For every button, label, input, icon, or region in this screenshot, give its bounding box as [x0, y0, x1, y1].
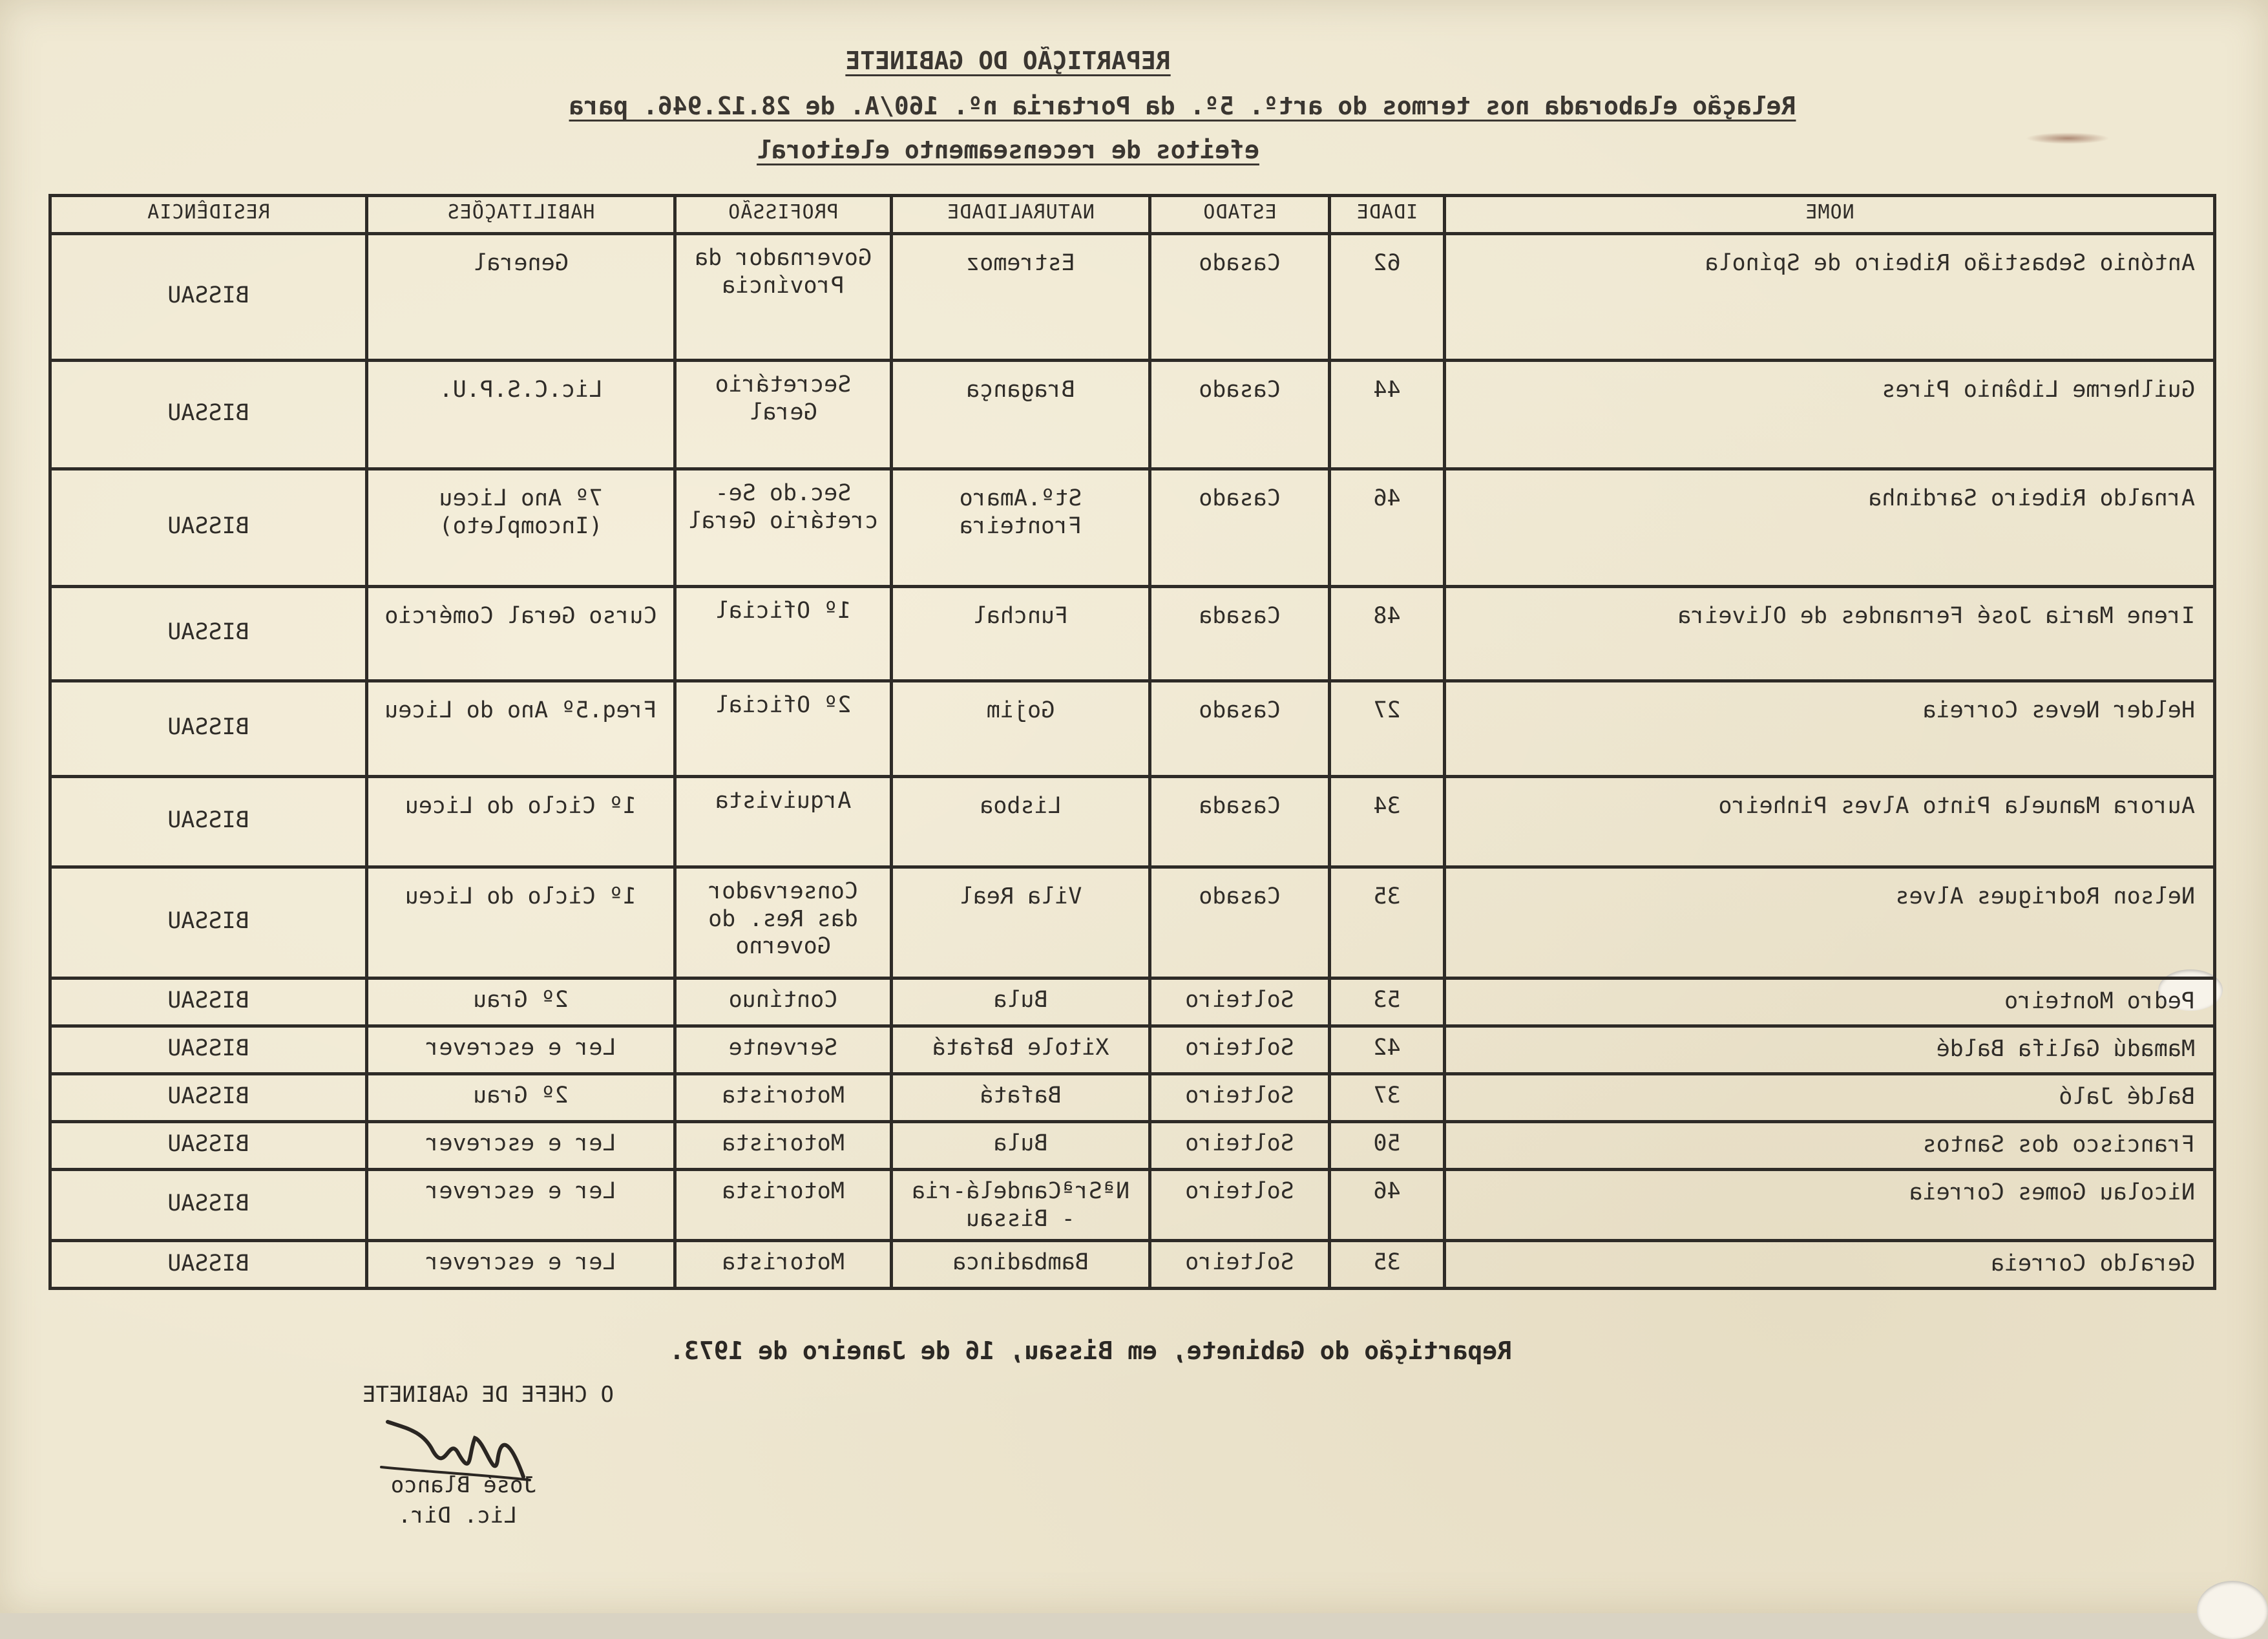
cell-naturalidade: NªSrªCandelá-ria - Bissau — [892, 1170, 1150, 1241]
cell-residencia: BISSAU — [50, 681, 367, 777]
table-row — [50, 1122, 2215, 1170]
cell-naturalidade: Bula — [892, 978, 1150, 1026]
table-row — [50, 777, 2215, 867]
cell-habilitacoes: Ler e escrever — [367, 1122, 675, 1170]
cell-nome: Aurora Manuela Pinto Alves Pinheiro — [1445, 777, 2215, 867]
cell-profissao: Secretário Geral — [675, 361, 892, 469]
cell-habilitacoes: Lic.C.S.P.U. — [367, 361, 675, 469]
col-header-naturalidade: NATURALIDADE — [892, 196, 1150, 234]
cell-residencia: BISSAU — [50, 978, 367, 1026]
cell-idade: 35 — [1330, 1241, 1445, 1289]
cell-habilitacoes: General — [367, 234, 675, 361]
cell-profissao: Contínuo — [675, 978, 892, 1026]
cell-habilitacoes: 1º Ciclo do Liceu — [367, 777, 675, 867]
cell-idade: 50 — [1330, 1122, 1445, 1170]
cell-nome: Francisco dos Santos — [1445, 1122, 2215, 1170]
cell-profissao: Conservador das Res. do Governo — [675, 867, 892, 978]
table-row — [50, 867, 2215, 978]
cell-nome: Pedro Monteiro — [1445, 978, 2215, 1026]
cell-estado: Solteiro — [1150, 978, 1330, 1026]
cell-naturalidade: Bafatá — [892, 1074, 1150, 1122]
cell-habilitacoes: 1º Ciclo do Liceu — [367, 867, 675, 978]
table-row — [50, 1026, 2215, 1074]
cell-residencia: BISSAU — [50, 469, 367, 587]
signer-name: José Blanco — [390, 1472, 536, 1498]
cell-profissao: Sec.do Se-cretário Geral — [675, 469, 892, 587]
cell-habilitacoes: 2º Grau — [367, 978, 675, 1026]
col-header-idade: IDADE — [1330, 196, 1445, 234]
cell-profissao: Motorista — [675, 1170, 892, 1241]
cell-naturalidade: Bula — [892, 1122, 1150, 1170]
cell-estado: Casada — [1150, 587, 1330, 681]
cell-nome: Geraldo Correia — [1445, 1241, 2215, 1289]
cell-naturalidade: Vila Real — [892, 867, 1150, 978]
cell-estado: Solteiro — [1150, 1170, 1330, 1241]
cell-naturalidade: Bambadinca — [892, 1241, 1150, 1289]
cell-idade: 34 — [1330, 777, 1445, 867]
cell-profissao: 2º Oficial — [675, 681, 892, 777]
cell-nome: António Sebastião Ribeiro de Spínola — [1445, 234, 2215, 361]
cell-estado: Casado — [1150, 361, 1330, 469]
table-row — [50, 587, 2215, 681]
cell-habilitacoes: Ler e escrever — [367, 1241, 675, 1289]
cell-habilitacoes: 7º Ano Liceu (Incompleto) — [367, 469, 675, 587]
doc-heading: REPARTIÇÃO DO GABINETE — [845, 47, 1171, 75]
cell-residencia: BISSAU — [50, 1122, 367, 1170]
cell-estado: Casada — [1150, 777, 1330, 867]
cell-estado: Solteiro — [1150, 1074, 1330, 1122]
cell-profissao: Motorista — [675, 1074, 892, 1122]
cell-profissao: Arquivista — [675, 777, 892, 867]
table-row — [50, 1170, 2215, 1241]
cell-estado: Solteiro — [1150, 1241, 1330, 1289]
doc-subheading-2: efeitos de recenseamento eleitoral — [757, 136, 1259, 164]
cell-profissao: 1º Oficial — [675, 587, 892, 681]
cell-habilitacoes: Ler e escrever — [367, 1026, 675, 1074]
table-header-row — [50, 196, 2215, 234]
table-row — [50, 469, 2215, 587]
cell-habilitacoes: 2º Grau — [367, 1074, 675, 1122]
table-row — [50, 234, 2215, 361]
cell-nome: Helder Neves Correia — [1445, 681, 2215, 777]
cell-idade: 42 — [1330, 1026, 1445, 1074]
cell-nome: Mamadú Galifa Baldé — [1445, 1026, 2215, 1074]
cell-residencia: BISSAU — [50, 867, 367, 978]
cell-estado: Casado — [1150, 867, 1330, 978]
cell-residencia: BISSAU — [50, 1026, 367, 1074]
cell-naturalidade: Stº.Amaro Fronteira — [892, 469, 1150, 587]
cell-habilitacoes: Freq.5º Ano do Liceu — [367, 681, 675, 777]
col-header-profissao: PROFISSÃO — [675, 196, 892, 234]
cell-profissao: Motorista — [675, 1122, 892, 1170]
cell-nome: Arnaldo Ribeiro Sardinha — [1445, 469, 2215, 587]
cell-nome: Baldé Jaló — [1445, 1074, 2215, 1122]
cell-nome: Guilherme Libânio Pires — [1445, 361, 2215, 469]
cell-estado: Solteiro — [1150, 1026, 1330, 1074]
col-header-estado: ESTADO — [1150, 196, 1330, 234]
cell-residencia: BISSAU — [50, 1170, 367, 1241]
cell-residencia: BISSAU — [50, 361, 367, 469]
cell-idade: 62 — [1330, 234, 1445, 361]
cell-profissao: Motorista — [675, 1241, 892, 1289]
cell-idade: 44 — [1330, 361, 1445, 469]
census-table-wrap — [52, 194, 2216, 1290]
chefe-title: O CHEFE DE GABINETE — [362, 1382, 614, 1408]
cell-naturalidade: Bragança — [892, 361, 1150, 469]
cell-naturalidade: Xitole Bafatá — [892, 1026, 1150, 1074]
col-header-residencia: RESIDÊNCIA — [50, 196, 367, 234]
cell-idade: 37 — [1330, 1074, 1445, 1122]
cell-estado: Casado — [1150, 469, 1330, 587]
table-row — [50, 681, 2215, 777]
cell-estado: Solteiro — [1150, 1122, 1330, 1170]
table-row — [50, 1074, 2215, 1122]
col-header-habilitacoes: HABILITAÇÕES — [367, 196, 675, 234]
cell-naturalidade: Estremoz — [892, 234, 1150, 361]
cell-residencia: BISSAU — [50, 1074, 367, 1122]
cell-idade: 46 — [1330, 1170, 1445, 1241]
cell-naturalidade: Gojim — [892, 681, 1150, 777]
cell-habilitacoes: Curso Geral Comércio — [367, 587, 675, 681]
cell-naturalidade: Lisboa — [892, 777, 1150, 867]
cell-naturalidade: Funchal — [892, 587, 1150, 681]
doc-subheading: Relação elaborada nos termos do artº. 5º. da Portaria nº. 160/A. de 28.12.946. para — [569, 92, 1796, 120]
table-row — [50, 361, 2215, 469]
census-table — [48, 194, 2216, 1290]
table-body — [50, 234, 2215, 1289]
cell-idade: 46 — [1330, 469, 1445, 587]
table-row — [50, 978, 2215, 1026]
cell-habilitacoes: Ler e escrever — [367, 1170, 675, 1241]
place-date-line: Repartição do Gabinete, em Bissau, 16 de Janeiro de 1973. — [669, 1337, 1512, 1365]
cell-residencia: BISSAU — [50, 234, 367, 361]
cell-idade: 27 — [1330, 681, 1445, 777]
cell-nome: Irene Maria José Fernandes de Oliveira — [1445, 587, 2215, 681]
cell-residencia: BISSAU — [50, 777, 367, 867]
cell-estado: Casado — [1150, 681, 1330, 777]
col-header-nome: NOME — [1445, 196, 2215, 234]
cell-idade: 35 — [1330, 867, 1445, 978]
cell-idade: 48 — [1330, 587, 1445, 681]
cell-nome: Nelson Rodrigues Alves — [1445, 867, 2215, 978]
cell-profissao: Servente — [675, 1026, 892, 1074]
cell-profissao: Governador da Província — [675, 234, 892, 361]
cell-estado: Casado — [1150, 234, 1330, 361]
cell-residencia: BISSAU — [50, 587, 367, 681]
cell-nome: Nicolau Gomes Correia — [1445, 1170, 2215, 1241]
signer-role: Lic. Dir. — [397, 1503, 517, 1528]
table-row — [50, 1241, 2215, 1289]
cell-residencia: BISSAU — [50, 1241, 367, 1289]
cell-idade: 53 — [1330, 978, 1445, 1026]
